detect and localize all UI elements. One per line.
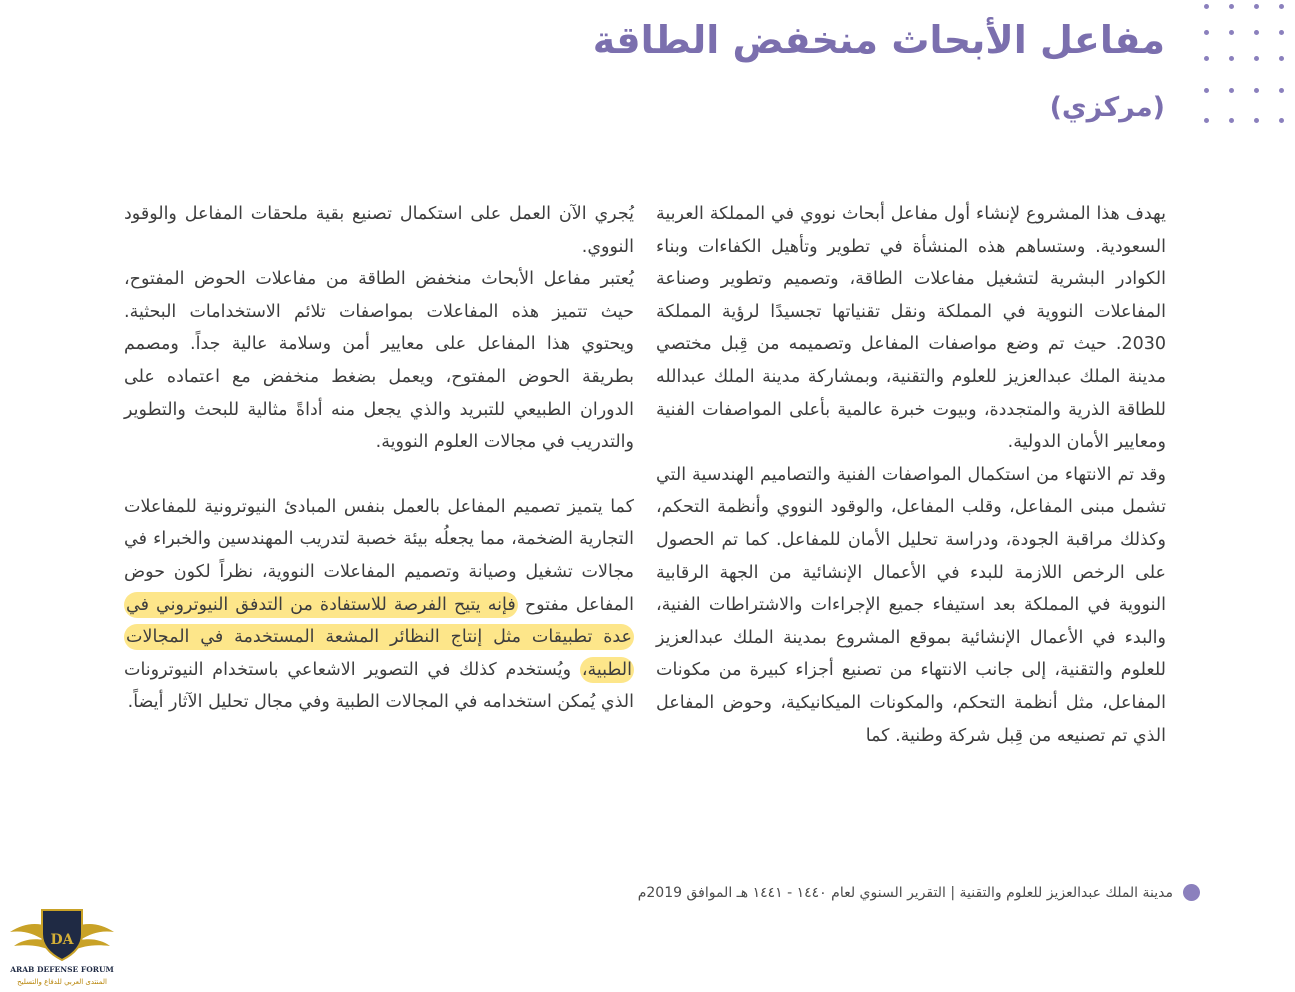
- text-run: كما يتميز تصميم المفاعل بالعمل بنفس المبادئ النيوترونية للمفاعلات التجارية الضخمة، مما يجعلُه بيئة خصبة لتدريب المهندسين والخبراء في مجالات تشغيل وصيانة وتصميم المفاعلات النووية، نظراً لكون حوض المفاعل مفتوح: [124, 496, 634, 615]
- arab-defense-forum-logo: [6, 904, 118, 988]
- text-run: ويُستخدم كذلك في التصوير الاشعاعي باستخدام النيوترونات الذي يُمكن استخدامه في المجالات الطبية وفي مجال تحليل الآثار أيضاً.: [124, 659, 634, 713]
- page-title: مفاعل الأبحاث منخفض الطاقة: [592, 18, 1165, 62]
- paragraph-highlighted: [124, 491, 634, 719]
- logo-name-ar: المنتدى العربي للدفاع والتسليح: [17, 978, 107, 986]
- page-footer: [638, 884, 1200, 901]
- footer-bullet-icon: [1183, 884, 1200, 901]
- page-subtitle: (مركزي): [1049, 92, 1165, 123]
- footer-text: مدينة الملك عبدالعزيز للعلوم والتقنية | التقرير السنوي لعام ١٤٤٠ - ١٤٤١ هـ الموافق 2019م: [637, 884, 1173, 901]
- logo-monogram: DA: [50, 932, 74, 948]
- left-text-column: [124, 198, 634, 719]
- paragraph: يُعتبر مفاعل الأبحاث منخفض الطاقة من مفاعلات الحوض المفتوح، حيث تتميز هذه المفاعلات بمواصفات تلائم الاستخدامات البحثية. ويحتوي هذا المفاعل على معايير أمن وسلامة عالية جداً. ومصمم بطريقة الحوض المفتوح، ويعمل بضغط منخفض مع اعتماده على الدوران الطبيعي للتبريد والذي يجعل منه أداةً مثالية للبحث والتطوير والتدريب في مجالات العلوم النووية.: [124, 269, 634, 453]
- decorative-dot-grid: [1196, 0, 1286, 130]
- right-text-column: [656, 198, 1166, 752]
- paragraph: وقد تم الانتهاء من استكمال المواصفات الفنية والتصاميم الهندسية التي تشمل مبنى المفاعل، وقلب المفاعل، والوقود النووي وأنظمة التحكم، وكذلك مراقبة الجودة، ودراسة تحليل الأمان للمفاعل. كما تم الحصول على الرخص اللازمة للبدء في الأعمال الإنشائية من الجهة الرقابية النووية في المملكة بعد استيفاء جميع الإجراءات والاشتراطات الفنية، والبدء في الأعمال الإنشائية بموقع المشروع بمدينة الملك عبدالعزيز للعلوم والتقنية، إلى جانب الانتهاء من تصنيع أجزاء كبيرة من مكونات المفاعل، مثل أنظمة التحكم، والمكونات الميكانيكية، وحوض المفاعل الذي تم تصنيعه من قِبل شركة وطنية. كما: [656, 464, 1166, 746]
- paragraph: يُجري الآن العمل على استكمال تصنيع بقية ملحقات المفاعل والوقود النووي.: [124, 204, 634, 257]
- highlighted-text: فإنه يتيح الفرصة للاستفادة من التدفق النيوتروني في عدة تطبيقات مثل إنتاج النظائر المشعة المستخدمة في المجالات الطبية،: [124, 592, 634, 683]
- logo-name-en: ARAB DEFENSE FORUM: [10, 965, 114, 974]
- paragraph: يهدف هذا المشروع لإنشاء أول مفاعل أبحاث نووي في المملكة العربية السعودية. وستساهم هذه المنشأة في تطوير وتأهيل الكفاءات وبناء الكوادر البشرية لتشغيل مفاعلات الطاقة، وتصميم وتطوير وصناعة المفاعلات النووية في المملكة ونقل تقنياتها تجسيدًا لرؤية المملكة 2030. حيث تم وضع مواصفات المفاعل وتصميمه من قِبل مختصي مدينة الملك عبدالعزيز للعلوم والتقنية، وبمشاركة مدينة الملك عبدالله للطاقة الذرية والمتجددة، وبيوت خبرة عالمية بأعلى المواصفات الفنية ومعايير الأمان الدولية.: [656, 204, 1166, 453]
